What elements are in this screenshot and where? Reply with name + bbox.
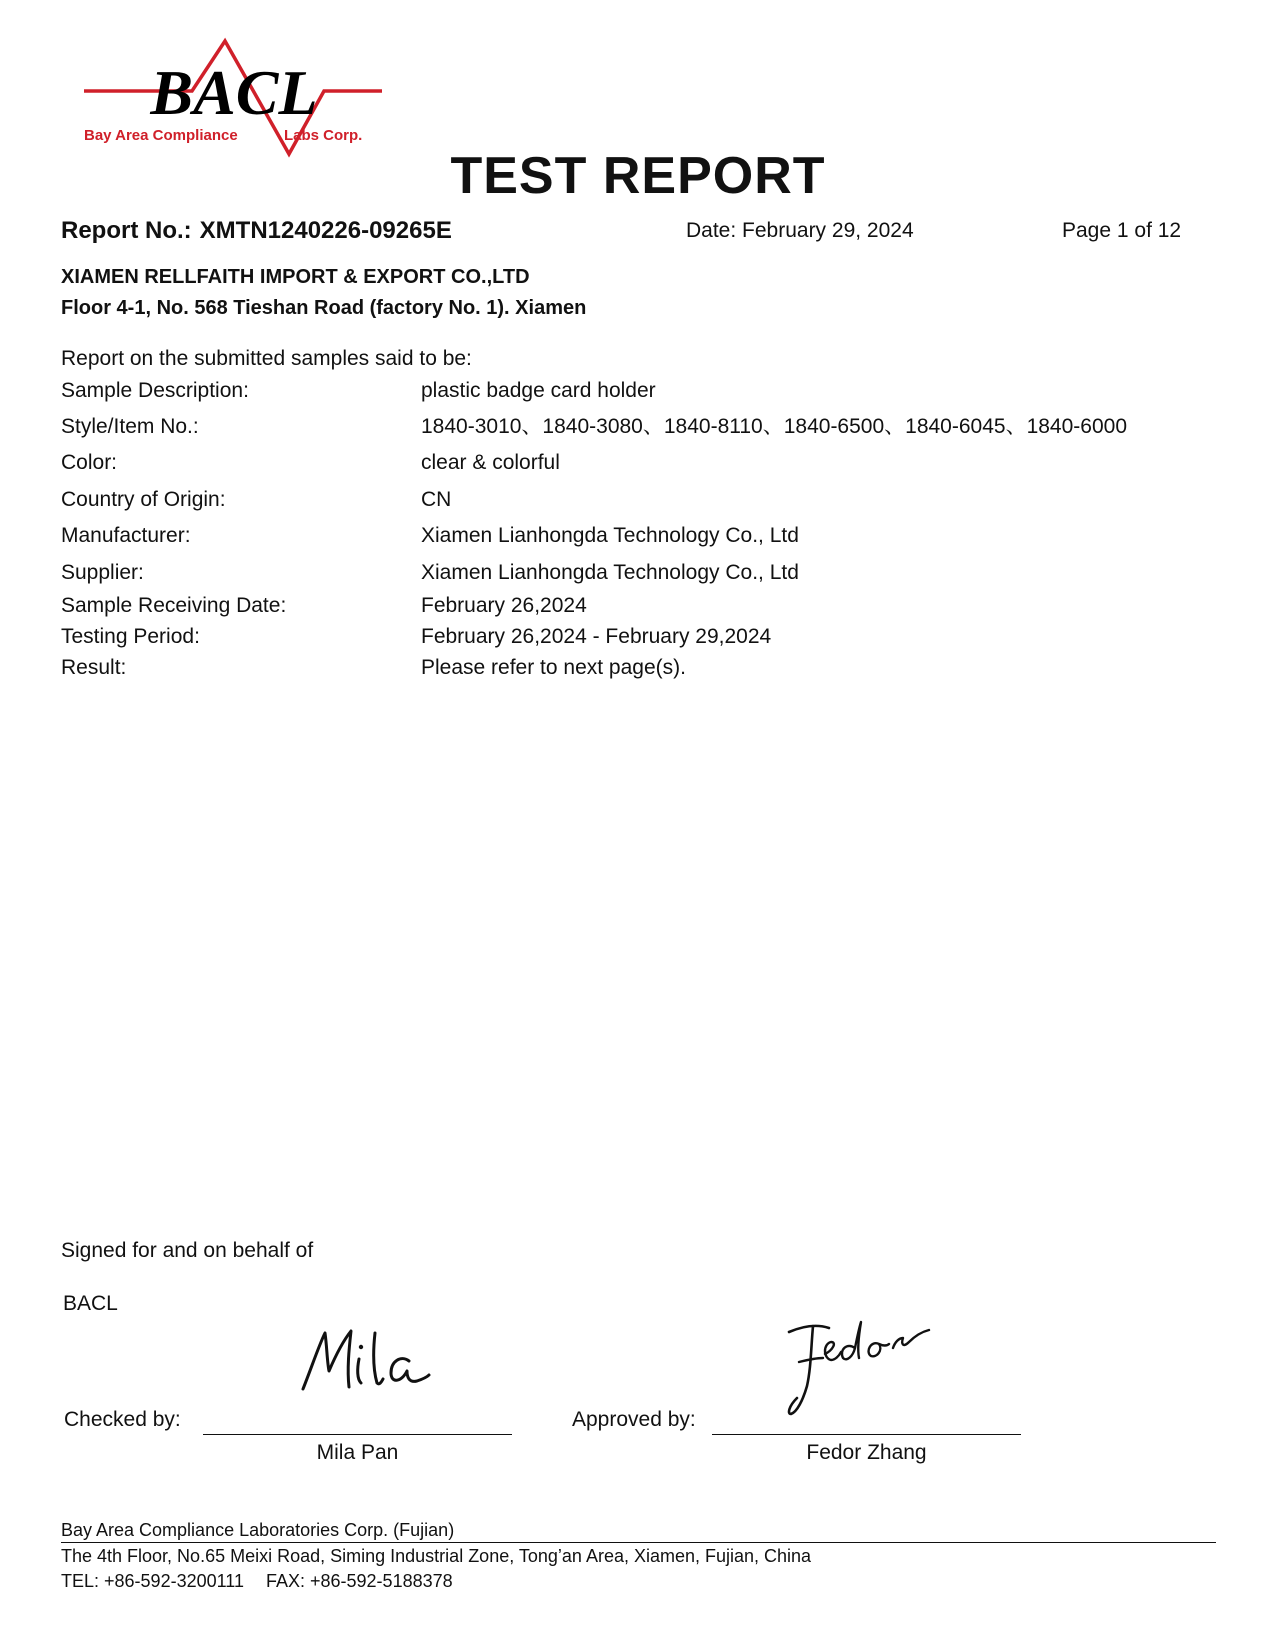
signature-fedor-graphic <box>783 1318 933 1418</box>
client-name: XIAMEN RELLFAITH IMPORT & EXPORT CO.,LTD <box>61 266 530 288</box>
approved-by-label: Approved by: <box>572 1408 696 1431</box>
field-label-style-item: Style/Item No.: <box>61 415 199 438</box>
bacl-logo-graphic <box>84 36 394 160</box>
field-value-receiving-date: February 26,2024 <box>421 594 587 617</box>
footer-address: The 4th Floor, No.65 Meixi Road, Siming Industrial Zone, Tong’an Area, Xiamen, Fujian, China <box>61 1546 812 1566</box>
footer-divider <box>61 1542 1216 1543</box>
checked-by-signature <box>297 1325 437 1397</box>
approved-by-name: Fedor Zhang <box>806 1441 927 1464</box>
field-value-supplier: Xiamen Lianhongda Technology Co., Ltd <box>421 561 799 584</box>
footer-organization: Bay Area Compliance Laboratories Corp. (Fujian) <box>61 1520 455 1540</box>
checked-by-label: Checked by: <box>64 1408 181 1431</box>
signed-on-behalf-text: Signed for and on behalf of <box>61 1239 314 1262</box>
field-label-color: Color: <box>61 451 118 474</box>
footer-tel: TEL: +86-592-3200111 <box>61 1571 244 1591</box>
field-value-style-item: 1840-3010、1840-3080、1840-8110、1840-6500、1840-6045、1840-6000 <box>421 415 1128 438</box>
field-label-sample-description: Sample Description: <box>61 379 249 402</box>
report-date: Date: February 29, 2024 <box>686 219 914 242</box>
report-number <box>61 216 452 246</box>
field-label-testing-period: Testing Period: <box>61 625 200 648</box>
checked-by-name: Mila Pan <box>316 1441 399 1464</box>
field-value-sample-description: plastic badge card holder <box>421 379 656 402</box>
field-value-color: clear & colorful <box>421 451 560 474</box>
signature-mila-graphic <box>297 1325 437 1397</box>
field-value-result: Please refer to next page(s). <box>421 656 686 679</box>
report-number-value: XMTN1240226-09265E <box>199 217 452 244</box>
client-address: Floor 4-1, No. 568 Tieshan Road (factory No. 1). Xiamen <box>61 297 587 319</box>
field-value-testing-period: February 26,2024 - February 29,2024 <box>421 625 772 648</box>
field-value-manufacturer: Xiamen Lianhongda Technology Co., Ltd <box>421 524 799 547</box>
logo-tagline-left: Bay Area Compliance <box>84 127 238 144</box>
page-title: TEST REPORT <box>450 147 826 205</box>
page-indicator: Page 1 of 12 <box>1062 219 1182 242</box>
field-label-country: Country of Origin: <box>61 488 226 511</box>
field-label-supplier: Supplier: <box>61 561 144 584</box>
footer-fax: FAX: +86-592-5188378 <box>265 1571 453 1591</box>
approved-by-signature-line <box>712 1434 1021 1435</box>
field-value-country: CN <box>421 488 452 511</box>
report-number-label: Report No.: <box>61 217 192 244</box>
field-label-result: Result: <box>61 656 127 679</box>
field-label-receiving-date: Sample Receiving Date: <box>61 594 287 617</box>
intro-text: Report on the submitted samples said to be: <box>61 347 472 370</box>
bacl-logo <box>84 36 394 160</box>
approved-by-signature <box>783 1318 933 1418</box>
logo-tagline-right: Labs Corp. <box>284 127 363 144</box>
logo-wordmark: BACL <box>150 57 318 128</box>
checked-by-signature-line <box>203 1434 512 1435</box>
field-label-manufacturer: Manufacturer: <box>61 524 191 547</box>
footer-contact <box>61 1570 453 1592</box>
signing-organization: BACL <box>63 1292 118 1315</box>
